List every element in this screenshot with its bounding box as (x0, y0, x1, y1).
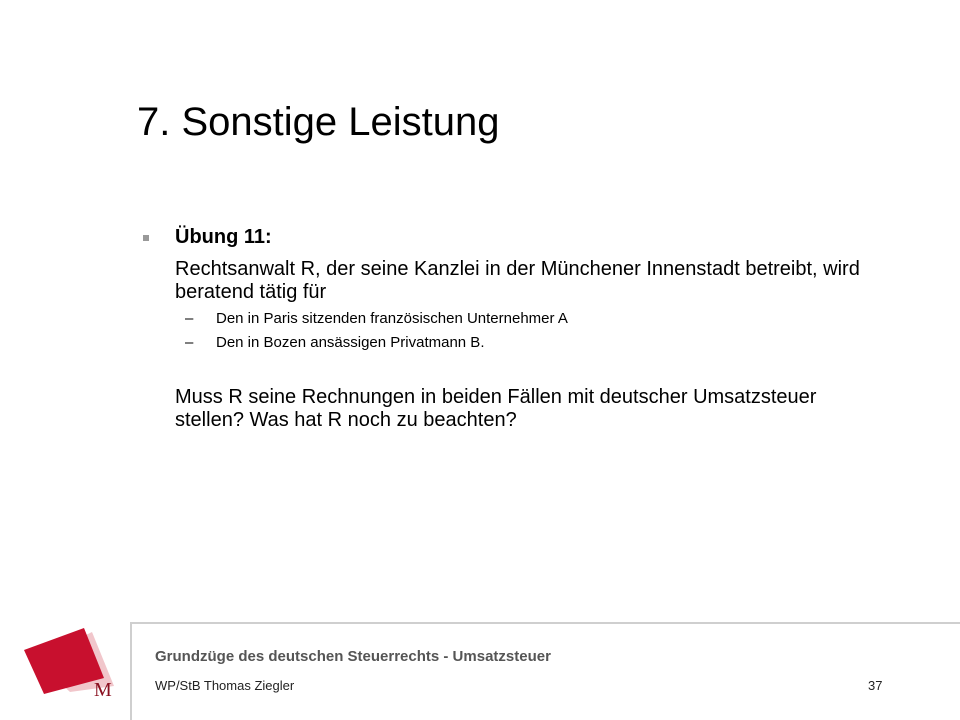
list-item (185, 334, 900, 358)
footer-title: Grundzüge des deutschen Steuerrechts - Umsatzsteuer (155, 648, 551, 665)
square-bullet-icon (143, 235, 149, 241)
exercise-heading: Übung 11: (175, 226, 272, 248)
intro-paragraph: Rechtsanwalt R, der seine Kanzlei in der Münchener Innenstadt betreibt, wird beratend tätig für (175, 258, 860, 303)
university-logo-icon (14, 620, 124, 700)
footer-vertical-divider (130, 622, 132, 720)
footer-author: WP/StB Thomas Ziegler (155, 678, 295, 693)
sub-list (185, 310, 900, 358)
question-paragraph: Muss R seine Rechnungen in beiden Fällen mit deutscher Umsatzsteuer stellen? Was hat R noch zu beachten? (175, 386, 817, 431)
slide-content (140, 226, 900, 432)
dash-bullet-icon: – (185, 310, 194, 327)
bullet-row (140, 226, 900, 258)
page-number: 37 (868, 678, 883, 693)
list-item-text: Den in Bozen ansässigen Privatmann B. (216, 334, 485, 351)
slide-title: 7. Sonstige Leistung (137, 100, 500, 144)
logo-letter-m: M (94, 679, 112, 700)
list-item (185, 310, 900, 334)
dash-bullet-icon: – (185, 334, 194, 351)
footer-horizontal-divider (130, 622, 960, 624)
list-item-text: Den in Paris sitzenden französischen Unternehmer A (216, 310, 568, 327)
